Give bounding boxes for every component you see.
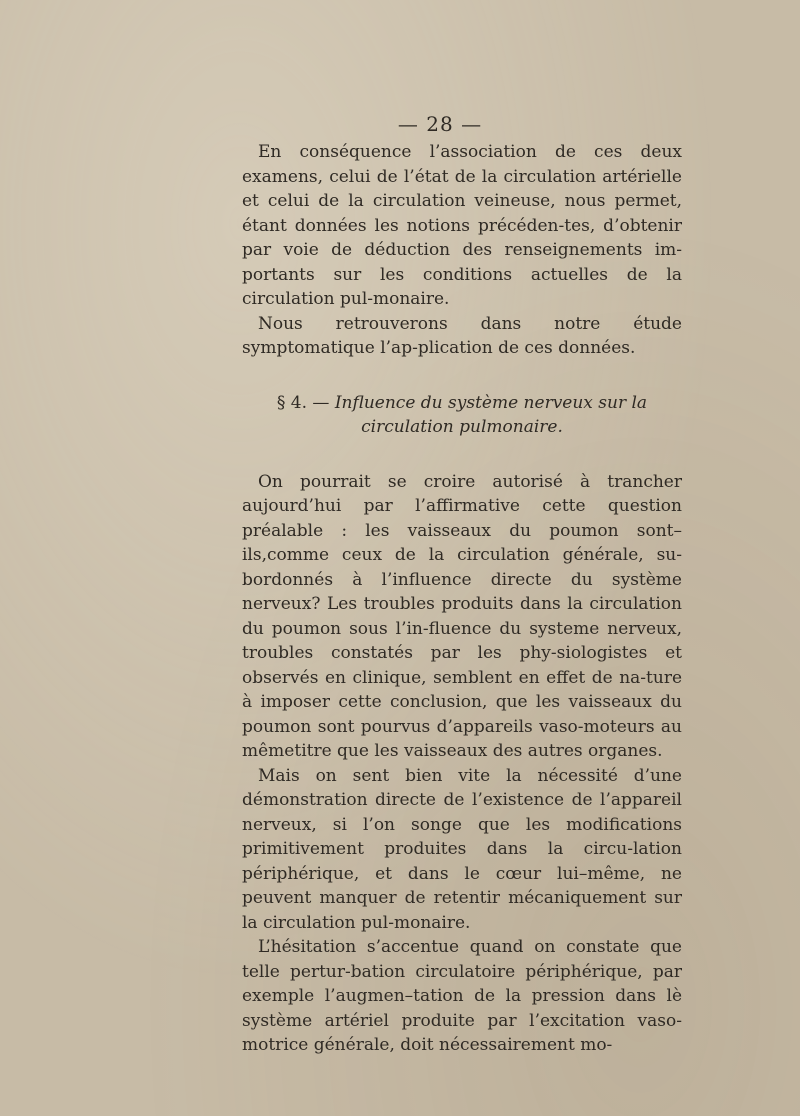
paragraph-association: En conséquence l’association de ces deux examens, celui de l’état de la circulation artérielle et celui de la circulation veineuse, nous permet, étant données les notions précéden-tes, d’obtenir par voie de déduction des renseignements im-portants sur les conditions actuelles de la circulation pul-monaire. xyxy=(242,142,682,309)
section-title: Influence du système nerveux sur la circulation pulmonaire. xyxy=(334,392,648,437)
page-number: — 28 — xyxy=(397,112,483,136)
section-heading xyxy=(242,391,682,440)
section-number: § 4. — xyxy=(276,392,330,413)
paragraph-hesitation: L’hésitation s’accentue quand on constate que telle pertur-bation circulatoire périphérique, par exemple l’augmen–tation de la pression dans lè système artériel produite par l’excitation vaso-motrice générale, doit nécessairement mo- xyxy=(242,937,682,1055)
paragraph-question: On pourrait se croire autorisé à trancher aujourd’hui par l’affirmative cette question préalable : les vaisseaux du poumon sont–ils,comme ceux de la circulation générale, su-bordonnés à l’influence directe du système nerveux? Les troubles produits dans la circulation du poumon sous l’in-fluence du systeme nerveux, troubles constatés par les phy-siologistes et observés en clinique, semblent en effet de na-ture à imposer cette conclusion, que les vaisseaux du poumon sont pourvus d’appareils vaso-moteurs au mêmetitre que les vaisseaux des autres organes. xyxy=(242,471,682,761)
body-text xyxy=(242,140,682,1058)
paragraph-symptomatique: Nous retrouverons dans notre étude symptomatique l’ap-plication de ces données. xyxy=(242,313,682,358)
paragraph-demonstration: Mais on sent bien vite la nécessité d’une démonstration directe de l’existence de l’appareil nerveux, si l’on songe que les modifications primitivement produites dans la circu-lation périphérique, et dans le cœur lui–même, ne peuvent manquer de retentir mécaniquement sur la circulation pul-monaire. xyxy=(242,765,682,933)
